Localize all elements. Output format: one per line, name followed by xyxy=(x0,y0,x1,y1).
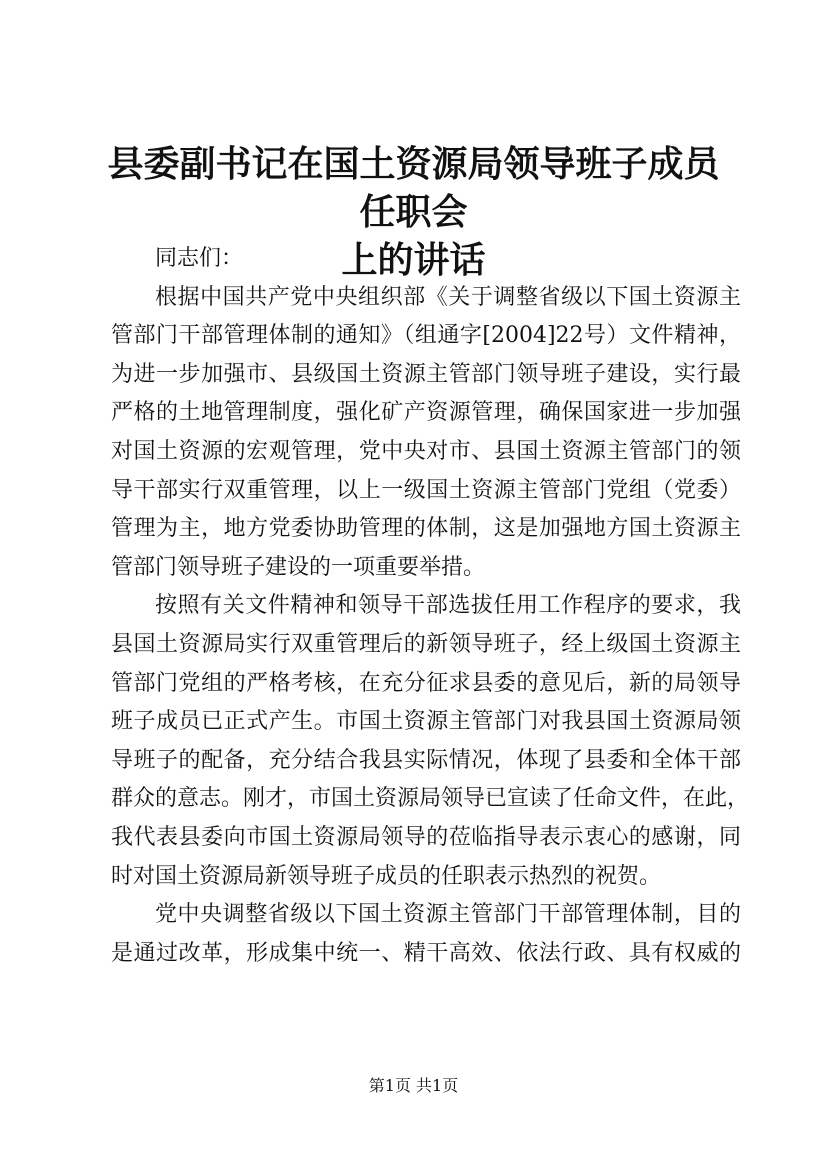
text-line: 严格的土地管理制度，强化矿产资源管理，确保国家进一步加强 xyxy=(111,400,741,426)
text-line: 导干部实行双重管理，以上一级国土资源主管部门党组（党委） xyxy=(111,477,741,503)
text-line: 管理为主，地方党委协助管理的体制，这是加强地方国土资源主 xyxy=(111,516,741,542)
text-line: 班子成员已正式产生。市国土资源主管部门对我县国土资源局领 xyxy=(111,709,741,735)
text-line: 群众的意志。刚才，市国土资源局领导已宣读了任命文件，在此， xyxy=(111,786,750,812)
text-line: 对国土资源的宏观管理，党中央对市、县国土资源主管部门的领 xyxy=(111,438,741,464)
text-line: 我代表县委向市国土资源局领导的莅临指导表示衷心的感谢，同 xyxy=(111,824,741,850)
text-line: 导班子的配备，充分结合我县实际情况，体现了县委和全体干部 xyxy=(111,747,741,773)
text-line: 县国土资源局实行双重管理后的新领导班子，经上级国土资源主 xyxy=(111,631,741,657)
text-line: 党中央调整省级以下国土资源主管部门干部管理体制，目的 xyxy=(155,902,741,928)
text-line: 按照有关文件精神和领导干部选拔任用工作程序的要求，我 xyxy=(155,593,741,619)
document-body xyxy=(111,240,750,973)
page-footer: 第1页 共1页 xyxy=(368,1076,459,1095)
text-line: 时对国土资源局新领导班子成员的任职表示热烈的祝贺。 xyxy=(111,863,662,889)
text-line: 管部门党组的严格考核，在充分征求县委的意见后，新的局领导 xyxy=(111,670,741,696)
salutation-line: 同志们： xyxy=(155,246,244,271)
title-line-2: 上的讲话 xyxy=(341,239,486,281)
text-line: 管部门干部管理体制的通知》（组通字[2004]22号）文件精神， xyxy=(111,323,741,349)
text-line: 管部门领导班子建设的一项重要举措。 xyxy=(111,554,486,580)
text-line: 是通过改革，形成集中统一、精干高效、依法行政、具有权威的 xyxy=(111,940,741,966)
title-line-1: 县委副书记在国土资源局领导班子成员任职会 xyxy=(107,143,720,233)
text-line: 根据中国共产党中央组织部《关于调整省级以下国土资源主 xyxy=(155,284,741,310)
text-line: 为进一步加强市、县级国土资源主管部门领导班子建设，实行最 xyxy=(111,361,741,387)
